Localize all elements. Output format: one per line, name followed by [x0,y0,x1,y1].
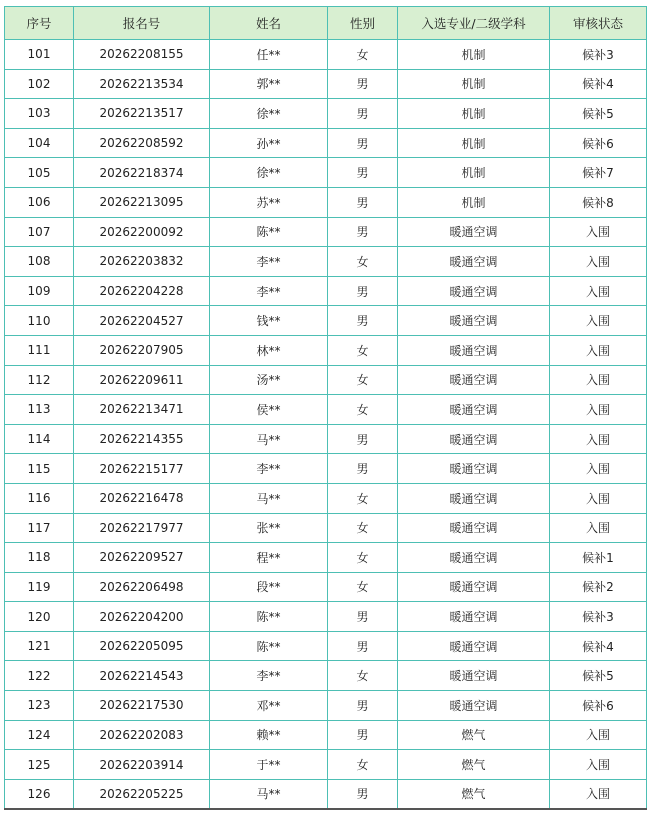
table-row [5,661,647,691]
cell-review-status: 入围 [550,395,647,425]
cell-name: 李** [210,661,328,691]
cell-registration-number: 20262214543 [74,661,210,691]
cell-review-status: 候补7 [550,158,647,188]
table-row [5,40,647,70]
cell-registration-number: 20262209527 [74,543,210,573]
cell-major: 燃气 [398,750,550,780]
table-row [5,365,647,395]
table-row [5,276,647,306]
cell-major: 机制 [398,99,550,129]
cell-registration-number: 20262205225 [74,779,210,809]
cell-index: 101 [5,40,74,70]
table-row [5,543,647,573]
table-body [5,40,647,809]
cell-major: 暖通空调 [398,454,550,484]
cell-review-status: 入围 [550,750,647,780]
cell-gender: 男 [328,69,398,99]
cell-name: 赖** [210,720,328,750]
table-row [5,631,647,661]
cell-gender: 女 [328,572,398,602]
table-row [5,128,647,158]
table-row [5,750,647,780]
cell-index: 116 [5,483,74,513]
cell-major: 燃气 [398,779,550,809]
cell-review-status: 入围 [550,720,647,750]
cell-name: 汤** [210,365,328,395]
header-gender: 性别 [328,7,398,40]
cell-gender: 女 [328,483,398,513]
cell-index: 126 [5,779,74,809]
cell-registration-number: 20262203914 [74,750,210,780]
cell-registration-number: 20262217530 [74,691,210,721]
cell-review-status: 候补6 [550,691,647,721]
cell-major: 暖通空调 [398,631,550,661]
cell-major: 机制 [398,158,550,188]
cell-review-status: 候补3 [550,40,647,70]
cell-registration-number: 20262204228 [74,276,210,306]
cell-review-status: 候补2 [550,572,647,602]
cell-major: 机制 [398,187,550,217]
cell-index: 115 [5,454,74,484]
cell-gender: 男 [328,691,398,721]
cell-review-status: 候补3 [550,602,647,632]
cell-review-status: 入围 [550,365,647,395]
cell-gender: 男 [328,217,398,247]
cell-registration-number: 20262200092 [74,217,210,247]
cell-gender: 男 [328,276,398,306]
cell-index: 104 [5,128,74,158]
table-row [5,602,647,632]
cell-index: 111 [5,335,74,365]
cell-gender: 女 [328,513,398,543]
header-review-status: 审核状态 [550,7,647,40]
cell-registration-number: 20262217977 [74,513,210,543]
cell-major: 暖通空调 [398,217,550,247]
cell-index: 114 [5,424,74,454]
cell-major: 暖通空调 [398,572,550,602]
cell-name: 邓** [210,691,328,721]
cell-name: 孙** [210,128,328,158]
table-row [5,691,647,721]
cell-registration-number: 20262202083 [74,720,210,750]
header-registration-number: 报名号 [74,7,210,40]
cell-gender: 男 [328,306,398,336]
cell-name: 程** [210,543,328,573]
cell-index: 113 [5,395,74,425]
cell-review-status: 候补5 [550,99,647,129]
cell-major: 暖通空调 [398,513,550,543]
cell-name: 陈** [210,631,328,661]
cell-gender: 女 [328,40,398,70]
cell-gender: 男 [328,128,398,158]
cell-review-status: 候补4 [550,69,647,99]
cell-name: 段** [210,572,328,602]
cell-name: 陈** [210,217,328,247]
table-row [5,247,647,277]
header-name: 姓名 [210,7,328,40]
cell-major: 暖通空调 [398,247,550,277]
table-row [5,99,647,129]
cell-major: 暖通空调 [398,365,550,395]
cell-name: 李** [210,454,328,484]
cell-index: 117 [5,513,74,543]
cell-registration-number: 20262206498 [74,572,210,602]
cell-review-status: 候补5 [550,661,647,691]
cell-review-status: 候补4 [550,631,647,661]
cell-name: 马** [210,424,328,454]
cell-name: 任** [210,40,328,70]
cell-registration-number: 20262209611 [74,365,210,395]
cell-index: 103 [5,99,74,129]
header-major: 入选专业/二级学科 [398,7,550,40]
cell-index: 105 [5,158,74,188]
cell-registration-number: 20262204200 [74,602,210,632]
cell-gender: 女 [328,335,398,365]
cell-name: 侯** [210,395,328,425]
cell-gender: 女 [328,247,398,277]
cell-gender: 女 [328,661,398,691]
cell-major: 暖通空调 [398,276,550,306]
table-row [5,395,647,425]
cell-gender: 男 [328,602,398,632]
cell-index: 121 [5,631,74,661]
cell-review-status: 入围 [550,513,647,543]
cell-registration-number: 20262215177 [74,454,210,484]
cell-name: 李** [210,247,328,277]
cell-index: 107 [5,217,74,247]
cell-name: 陈** [210,602,328,632]
cell-major: 暖通空调 [398,424,550,454]
table-row [5,187,647,217]
cell-registration-number: 20262213534 [74,69,210,99]
cell-review-status: 入围 [550,335,647,365]
cell-review-status: 候补8 [550,187,647,217]
cell-registration-number: 20262203832 [74,247,210,277]
cell-index: 108 [5,247,74,277]
cell-registration-number: 20262218374 [74,158,210,188]
cell-index: 120 [5,602,74,632]
cell-registration-number: 20262213517 [74,99,210,129]
cell-registration-number: 20262213095 [74,187,210,217]
table-row [5,306,647,336]
cell-gender: 女 [328,395,398,425]
cell-index: 102 [5,69,74,99]
cell-index: 123 [5,691,74,721]
cell-name: 徐** [210,158,328,188]
cell-index: 112 [5,365,74,395]
cell-review-status: 入围 [550,306,647,336]
cell-registration-number: 20262216478 [74,483,210,513]
cell-gender: 女 [328,543,398,573]
table-row [5,779,647,809]
cell-index: 122 [5,661,74,691]
cell-review-status: 候补6 [550,128,647,158]
cell-review-status: 入围 [550,779,647,809]
table-row [5,572,647,602]
cell-major: 机制 [398,40,550,70]
cell-registration-number: 20262208155 [74,40,210,70]
cell-major: 暖通空调 [398,602,550,632]
cell-review-status: 入围 [550,424,647,454]
table-row [5,424,647,454]
table-row [5,720,647,750]
cell-index: 125 [5,750,74,780]
cell-name: 李** [210,276,328,306]
table-row [5,335,647,365]
cell-review-status: 入围 [550,276,647,306]
cell-index: 118 [5,543,74,573]
cell-major: 暖通空调 [398,661,550,691]
cell-index: 106 [5,187,74,217]
cell-major: 暖通空调 [398,306,550,336]
table-row [5,483,647,513]
cell-major: 暖通空调 [398,395,550,425]
cell-gender: 男 [328,779,398,809]
cell-gender: 男 [328,158,398,188]
table-row [5,158,647,188]
cell-major: 暖通空调 [398,691,550,721]
cell-registration-number: 20262207905 [74,335,210,365]
cell-major: 暖通空调 [398,483,550,513]
cell-index: 124 [5,720,74,750]
cell-registration-number: 20262213471 [74,395,210,425]
cell-name: 马** [210,779,328,809]
cell-review-status: 入围 [550,217,647,247]
cell-gender: 男 [328,720,398,750]
cell-gender: 男 [328,99,398,129]
cell-name: 马** [210,483,328,513]
cell-index: 110 [5,306,74,336]
cell-review-status: 候补1 [550,543,647,573]
admission-table [4,6,647,810]
cell-gender: 男 [328,454,398,484]
cell-name: 苏** [210,187,328,217]
cell-major: 机制 [398,69,550,99]
cell-registration-number: 20262214355 [74,424,210,454]
cell-name: 张** [210,513,328,543]
table-row [5,217,647,247]
cell-name: 林** [210,335,328,365]
cell-registration-number: 20262208592 [74,128,210,158]
cell-name: 钱** [210,306,328,336]
cell-major: 燃气 [398,720,550,750]
cell-major: 暖通空调 [398,335,550,365]
table-row [5,513,647,543]
cell-major: 机制 [398,128,550,158]
cell-gender: 女 [328,365,398,395]
cell-index: 119 [5,572,74,602]
cell-index: 109 [5,276,74,306]
table-row [5,454,647,484]
cell-major: 暖通空调 [398,543,550,573]
cell-registration-number: 20262204527 [74,306,210,336]
cell-gender: 女 [328,750,398,780]
cell-review-status: 入围 [550,247,647,277]
table-header-row [5,7,647,40]
cell-review-status: 入围 [550,454,647,484]
cell-gender: 男 [328,424,398,454]
cell-name: 于** [210,750,328,780]
table-row [5,69,647,99]
cell-review-status: 入围 [550,483,647,513]
cell-gender: 男 [328,631,398,661]
cell-name: 徐** [210,99,328,129]
cell-gender: 男 [328,187,398,217]
cell-name: 郭** [210,69,328,99]
header-index: 序号 [5,7,74,40]
cell-registration-number: 20262205095 [74,631,210,661]
